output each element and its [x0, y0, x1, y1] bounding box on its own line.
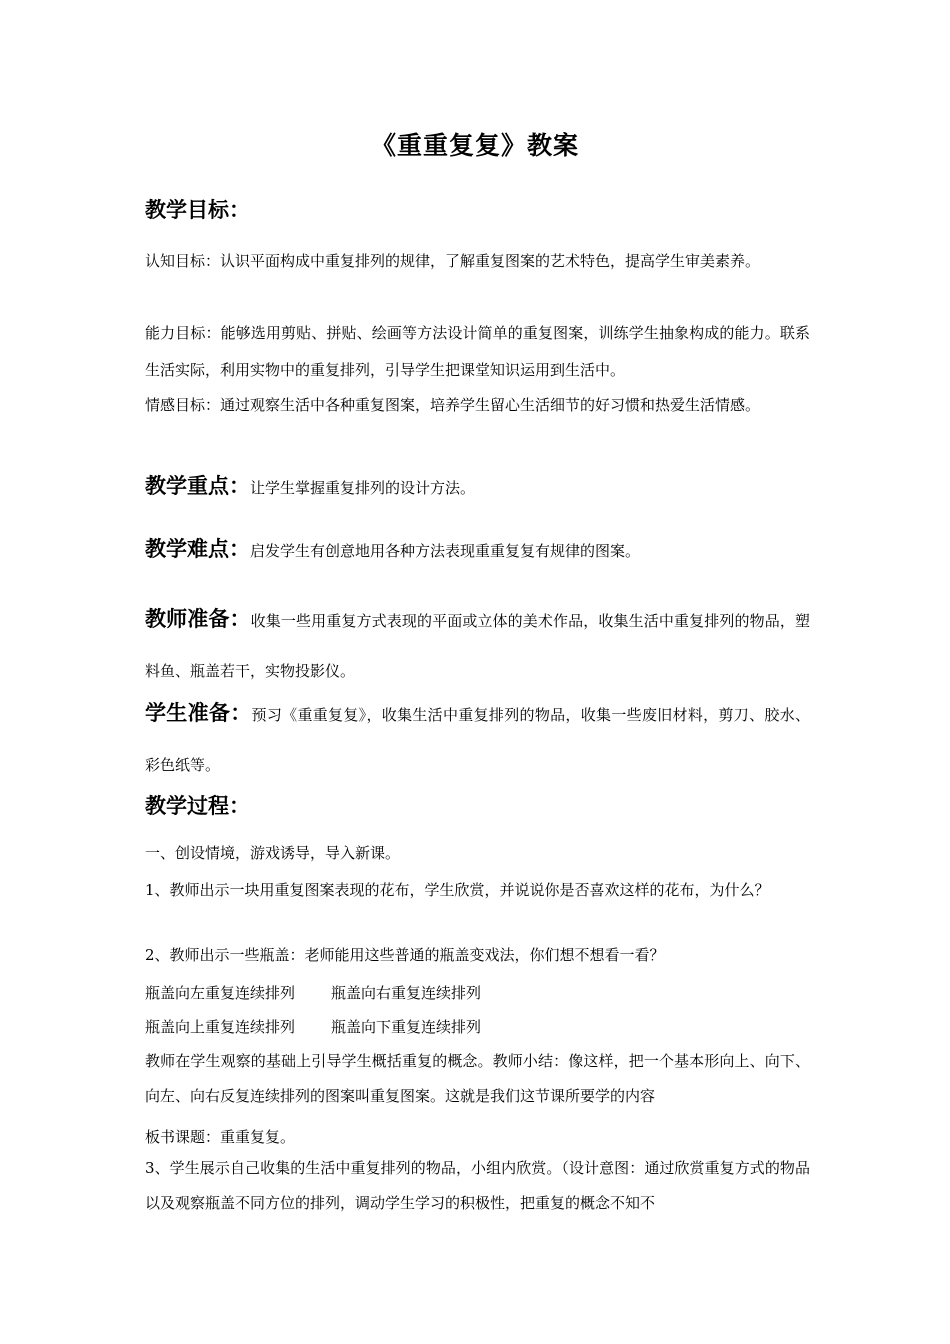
teacher-prep-section	[145, 594, 810, 696]
key-point-text: 让学生掌握重复排列的设计方法。	[250, 479, 476, 497]
row1-left-text: 瓶盖向左重复连续排列	[145, 984, 296, 1002]
key-point-label: 教学重点：	[145, 473, 250, 498]
key-point-section	[145, 470, 810, 504]
bottle-cap-row-2	[145, 1015, 810, 1039]
process-item-1: 1、教师出示一块用重复图案表现的花布，学生欣赏，并说说你是否喜欢这样的花布，为什么？	[145, 881, 770, 899]
process-summary: 教师在学生观察的基础上引导学生概括重复的概念。教师小结：像这样，把一个基本形向上、向下、向左、向右反复连续排列的图案叫重复图案。这就是我们这节课所要学的内容	[145, 1052, 810, 1105]
process-board-title: 板书课题：重重复复。	[145, 1128, 296, 1146]
student-prep-section	[145, 688, 810, 790]
teacher-prep-label: 教师准备：	[145, 606, 251, 631]
student-prep-text: 预习《重重复复》，收集生活中重复排列的物品，收集一些废旧材料，剪刀、胶水、彩色纸等。	[145, 706, 810, 774]
difficulty-text: 启发学生有创意地用各种方法表现重重复复有规律的图案。	[250, 542, 641, 560]
teaching-goals-heading: 教学目标：	[145, 197, 250, 222]
process-step-1: 一、创设情境，游戏诱导，导入新课。	[145, 844, 401, 862]
difficulty-label: 教学难点：	[145, 536, 250, 561]
difficulty-section	[145, 533, 810, 567]
document-title: 《重重复复》教案	[370, 131, 579, 160]
process-item-3: 3、学生展示自己收集的生活中重复排列的物品，小组内欣赏。（设计意图：通过欣赏重复方式的物品以及观察瓶盖不同方位的排列，调动学生学习的积极性，把重复的概念不知不	[145, 1159, 810, 1212]
bottle-cap-row-1	[145, 981, 810, 1005]
teaching-process-heading: 教学过程：	[145, 793, 250, 818]
cognitive-goal-paragraph: 认知目标：认识平面构成中重复排列的规律，了解重复图案的艺术特色，提高学生审美素养。	[145, 252, 761, 270]
process-item-2: 2、教师出示一些瓶盖：老师能用这些普通的瓶盖变戏法，你们想不想看一看？	[145, 946, 665, 964]
row2-right-text: 瓶盖向下重复连续排列	[331, 1018, 482, 1036]
teacher-prep-text: 收集一些用重复方式表现的平面或立体的美术作品，收集生活中重复排列的物品，塑料鱼、瓶盖若干，实物投影仪。	[145, 612, 810, 680]
row1-right-text: 瓶盖向右重复连续排列	[331, 984, 482, 1002]
row2-left-text: 瓶盖向上重复连续排列	[145, 1018, 296, 1036]
emotion-goal-paragraph: 情感目标：通过观察生活中各种重复图案，培养学生留心生活细节的好习惯和热爱生活情感。	[145, 396, 761, 414]
ability-goal-paragraph: 能力目标：能够选用剪贴、拼贴、绘画等方法设计简单的重复图案，训练学生抽象构成的能力。联系生活实际，利用实物中的重复排列，引导学生把课堂知识运用到生活中。	[145, 324, 810, 379]
student-prep-label: 学生准备：	[145, 700, 252, 725]
